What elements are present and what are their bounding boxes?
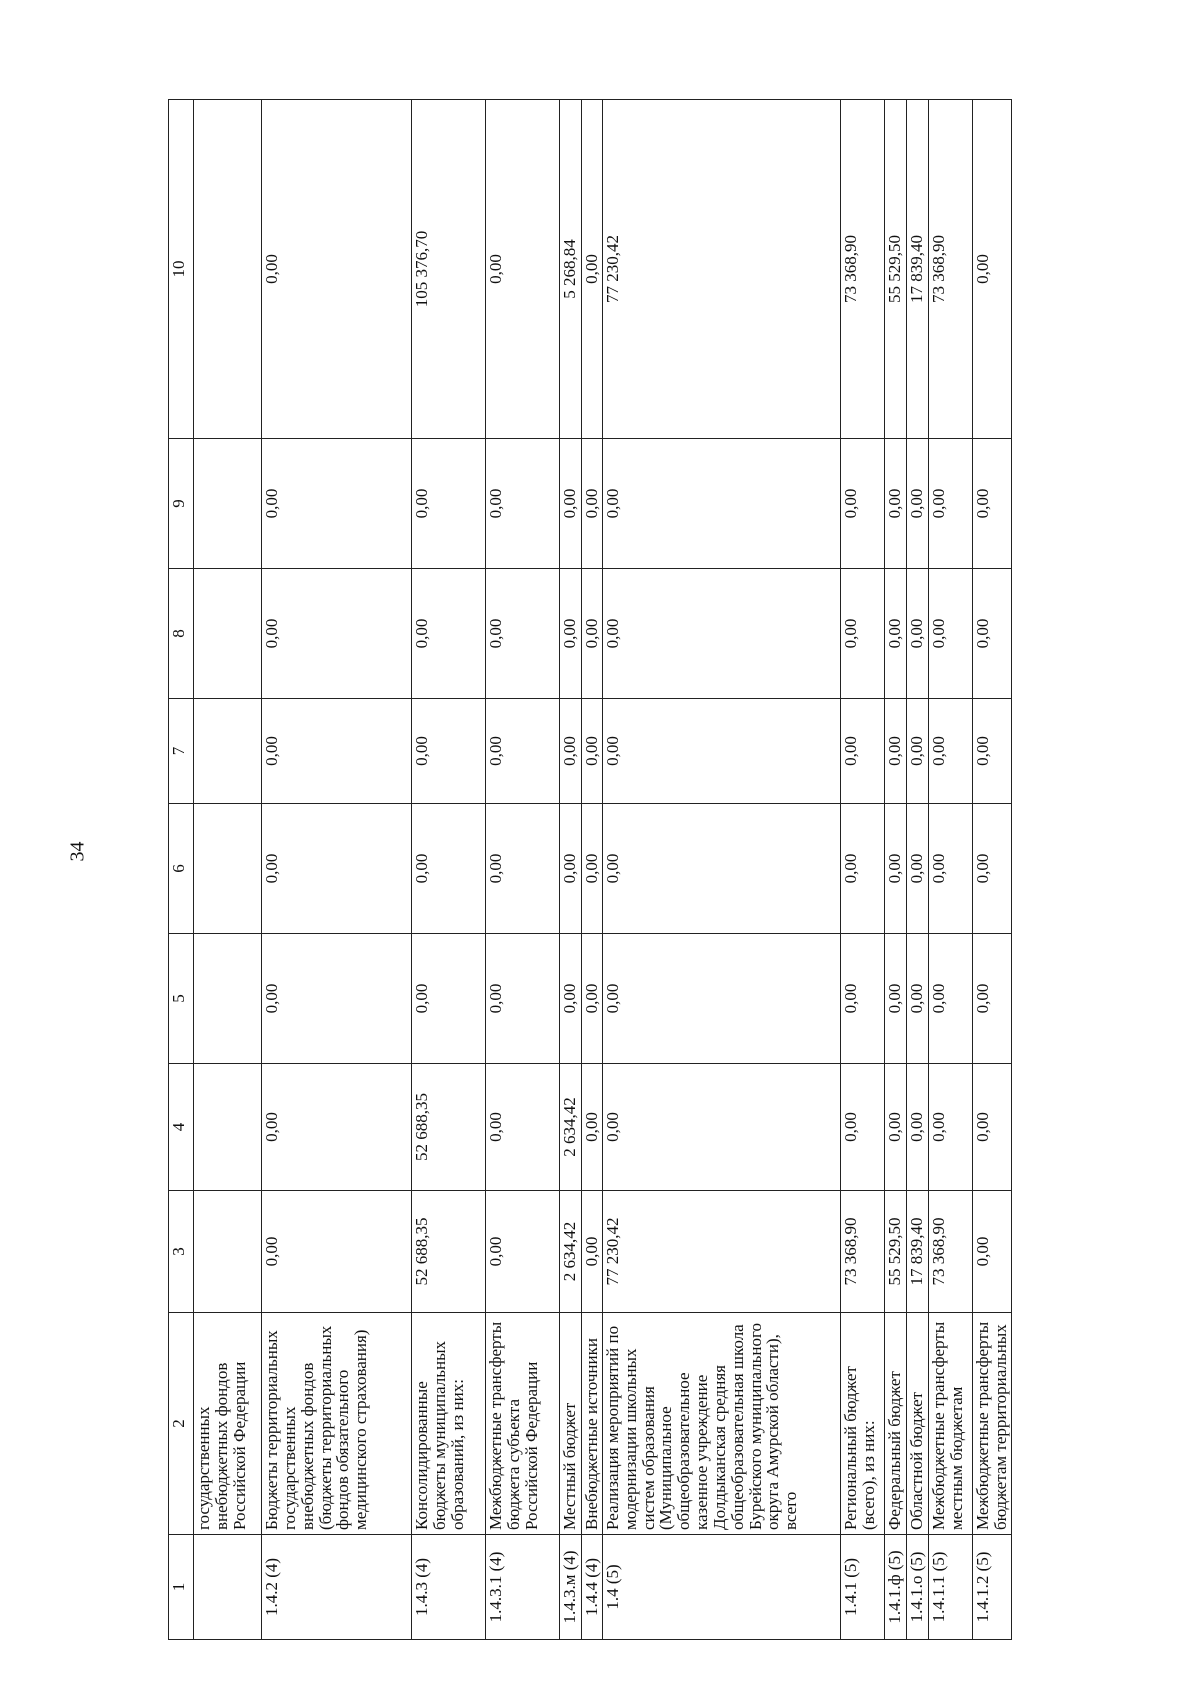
value-cell-10: 73 368,90 [928,100,972,439]
value-cell-8: 0,00 [928,569,972,699]
value-cell-7: 0,00 [840,699,884,804]
value-cell-6: 0,00 [582,804,603,934]
value-cell-8: 0,00 [412,569,486,699]
row-name-cell: Областной бюджет [906,1313,928,1535]
value-cell-7: 0,00 [262,699,412,804]
rotated-table-container [168,100,1098,1640]
row-code-cell: 1.4.1.о (5) [906,1535,928,1640]
value-cell-7: 0,00 [906,699,928,804]
row-name-cell: Бюджеты территориальных государственных внебюджетных фондов (бюджеты территориальных фондов обязательного медицинского страхования) [262,1313,412,1535]
value-cell-9: 0,00 [262,439,412,569]
row-code-cell: 1.4.3.1 (4) [486,1535,560,1640]
table-row [560,100,582,1640]
value-cell-3: 73 368,90 [928,1191,972,1313]
row-name-cell: государственных внебюджетных фондов Российской Федерации [194,1313,262,1535]
row-code-cell: 1.4 (5) [602,1535,840,1640]
value-cell-4: 0,00 [884,1064,906,1191]
column-header-9: 9 [169,439,194,569]
value-cell-3: 2 634,42 [560,1191,582,1313]
value-cell-6 [194,804,262,934]
header-row [169,100,194,1640]
value-cell-3: 0,00 [486,1191,560,1313]
table-row [486,100,560,1640]
value-cell-6: 0,00 [560,804,582,934]
value-cell-10: 55 529,50 [884,100,906,439]
value-cell-4 [194,1064,262,1191]
row-code-cell: 1.4.1.2 (5) [972,1535,1011,1640]
value-cell-10: 0,00 [972,100,1011,439]
row-code-cell: 1.4.1.1 (5) [928,1535,972,1640]
value-cell-8: 0,00 [602,569,840,699]
row-code-cell: 1.4.1 (5) [840,1535,884,1640]
value-cell-10: 0,00 [582,100,603,439]
value-cell-4: 2 634,42 [560,1064,582,1191]
value-cell-6: 0,00 [928,804,972,934]
value-cell-6: 0,00 [262,804,412,934]
value-cell-9: 0,00 [972,439,1011,569]
value-cell-7: 0,00 [602,699,840,804]
row-name-cell: Межбюджетные трансферты бюджета субъекта Российской Федерации [486,1313,560,1535]
value-cell-4: 0,00 [972,1064,1011,1191]
value-cell-5: 0,00 [972,934,1011,1064]
value-cell-10: 5 268,84 [560,100,582,439]
row-code-cell: 1.4.4 (4) [582,1535,603,1640]
row-code-cell: 1.4.3.м (4) [560,1535,582,1640]
value-cell-6: 0,00 [884,804,906,934]
value-cell-7 [194,699,262,804]
value-cell-7: 0,00 [486,699,560,804]
value-cell-10: 0,00 [262,100,412,439]
value-cell-5: 0,00 [840,934,884,1064]
value-cell-5: 0,00 [884,934,906,1064]
value-cell-5: 0,00 [412,934,486,1064]
column-header-3: 3 [169,1191,194,1313]
row-name-cell: Местный бюджет [560,1313,582,1535]
value-cell-8 [194,569,262,699]
row-code-cell: 1.4.1.ф (5) [884,1535,906,1640]
value-cell-4: 0,00 [602,1064,840,1191]
value-cell-4: 0,00 [582,1064,603,1191]
column-header-7: 7 [169,699,194,804]
table-row [840,100,884,1640]
value-cell-6: 0,00 [602,804,840,934]
row-name-cell: Региональный бюджет (всего), из них: [840,1313,884,1535]
value-cell-6: 0,00 [486,804,560,934]
value-cell-3: 52 688,35 [412,1191,486,1313]
value-cell-9: 0,00 [884,439,906,569]
table-body [194,100,1012,1640]
value-cell-10: 73 368,90 [840,100,884,439]
row-name-cell: Внебюджетные источники [582,1313,603,1535]
value-cell-3: 0,00 [972,1191,1011,1313]
value-cell-10: 17 839,40 [906,100,928,439]
column-header-6: 6 [169,804,194,934]
value-cell-5: 0,00 [582,934,603,1064]
value-cell-6: 0,00 [840,804,884,934]
value-cell-8: 0,00 [906,569,928,699]
value-cell-4: 0,00 [486,1064,560,1191]
value-cell-4: 0,00 [840,1064,884,1191]
column-header-10: 10 [169,100,194,439]
value-cell-3: 73 368,90 [840,1191,884,1313]
value-cell-3: 0,00 [582,1191,603,1313]
table-row [412,100,486,1640]
value-cell-7: 0,00 [560,699,582,804]
value-cell-10: 105 376,70 [412,100,486,439]
value-cell-4: 52 688,35 [412,1064,486,1191]
value-cell-5: 0,00 [560,934,582,1064]
value-cell-4: 0,00 [262,1064,412,1191]
table-row [582,100,603,1640]
row-code-cell [194,1535,262,1640]
value-cell-3: 77 230,42 [602,1191,840,1313]
page-number: 34 [66,841,89,862]
row-code-cell: 1.4.2 (4) [262,1535,412,1640]
value-cell-3: 55 529,50 [884,1191,906,1313]
value-cell-8: 0,00 [486,569,560,699]
table-row [928,100,972,1640]
value-cell-6: 0,00 [972,804,1011,934]
table-row [906,100,928,1640]
value-cell-3 [194,1191,262,1313]
value-cell-9: 0,00 [602,439,840,569]
column-header-8: 8 [169,569,194,699]
value-cell-5 [194,934,262,1064]
budget-table [168,99,1012,1640]
table-row [194,100,262,1640]
value-cell-7: 0,00 [884,699,906,804]
table-row [262,100,412,1640]
value-cell-4: 0,00 [928,1064,972,1191]
value-cell-9 [194,439,262,569]
value-cell-9: 0,00 [928,439,972,569]
table-row [884,100,906,1640]
value-cell-3: 0,00 [262,1191,412,1313]
value-cell-8: 0,00 [884,569,906,699]
value-cell-10: 0,00 [486,100,560,439]
value-cell-5: 0,00 [928,934,972,1064]
row-name-cell: Межбюджетные трансферты местным бюджетам [928,1313,972,1535]
value-cell-8: 0,00 [262,569,412,699]
row-name-cell: Межбюджетные трансферты бюджетам территориальных [972,1313,1011,1535]
value-cell-9: 0,00 [412,439,486,569]
value-cell-8: 0,00 [560,569,582,699]
value-cell-5: 0,00 [906,934,928,1064]
value-cell-7: 0,00 [928,699,972,804]
value-cell-8: 0,00 [972,569,1011,699]
value-cell-9: 0,00 [906,439,928,569]
value-cell-8: 0,00 [582,569,603,699]
value-cell-10: 77 230,42 [602,100,840,439]
value-cell-5: 0,00 [262,934,412,1064]
value-cell-9: 0,00 [840,439,884,569]
value-cell-3: 17 839,40 [906,1191,928,1313]
value-cell-6: 0,00 [412,804,486,934]
column-header-4: 4 [169,1064,194,1191]
value-cell-9: 0,00 [486,439,560,569]
row-name-cell: Консолидированные бюджеты муниципальных образований, из них: [412,1313,486,1535]
value-cell-8: 0,00 [840,569,884,699]
row-name-cell: Реализация мероприятий по модернизации школьных систем образования (Муниципальное общеобразовательное казенное учреждение Долдыканская средняя общеобразовательная школа Бурейского муниципального округа Амурской области), всего [602,1313,840,1535]
value-cell-10 [194,100,262,439]
value-cell-4: 0,00 [906,1064,928,1191]
row-code-cell: 1.4.3 (4) [412,1535,486,1640]
table-row [602,100,840,1640]
value-cell-9: 0,00 [560,439,582,569]
row-name-cell: Федеральный бюджет [884,1313,906,1535]
column-header-1: 1 [169,1535,194,1640]
column-header-2: 2 [169,1313,194,1535]
value-cell-6: 0,00 [906,804,928,934]
value-cell-7: 0,00 [582,699,603,804]
value-cell-7: 0,00 [412,699,486,804]
value-cell-5: 0,00 [602,934,840,1064]
value-cell-9: 0,00 [582,439,603,569]
value-cell-5: 0,00 [486,934,560,1064]
table-row [972,100,1011,1640]
column-header-5: 5 [169,934,194,1064]
value-cell-7: 0,00 [972,699,1011,804]
